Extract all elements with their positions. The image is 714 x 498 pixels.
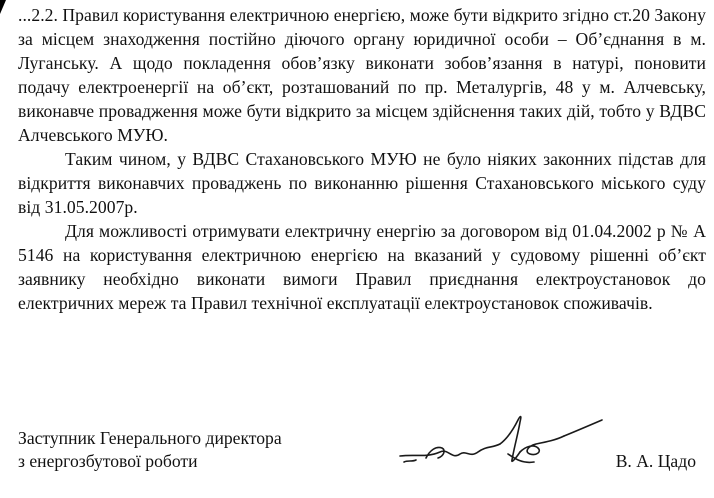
paragraph-3: Для можливості отримувати електричну енергію за договором від 01.04.2002 р № А 5146 на користування електричною енергією на вказаний у судовому рішенні об’єкт заявнику необхідно виконати вимоги Правил приєднання електроустановок до електричних мереж та Правил технічної експлуатації електроустановок споживачів. [18,221,706,313]
paragraph-1: ...2.2. Правил користування електричною енергією, може бути відкрито згідно ст.20 Закону за місцем знаходження постійно діючого органу юридичної особи – Об’єднання в м. Луганську. А щодо покладення обов’язку виконати зобов’язання в натурі, поновити подачу електроенергії на об’єкт, розташований по пр. Металургів, 48 у м. Алчевську, виконавче провадження може бути відкрито за місцем здійснення таких дій, тобто у ВДВС Алчевського МУЮ. [18,5,706,145]
paragraph-2: Таким чином, у ВДВС Стахановського МУЮ не було ніяких законних підстав для відкриття виконавчих проваджень по виконанню рішення Стахановського міського суду від 31.05.2007р. [18,149,706,217]
signatory-title-line-1: Заступник Генерального директора [18,428,282,448]
signature-block [18,426,706,476]
document-body [18,3,706,315]
scan-corner-mark-icon [0,0,6,14]
signatory-name: В. А. Цадо [615,451,696,471]
signatory-title-line-2: з енергозбутової роботи [18,451,198,471]
